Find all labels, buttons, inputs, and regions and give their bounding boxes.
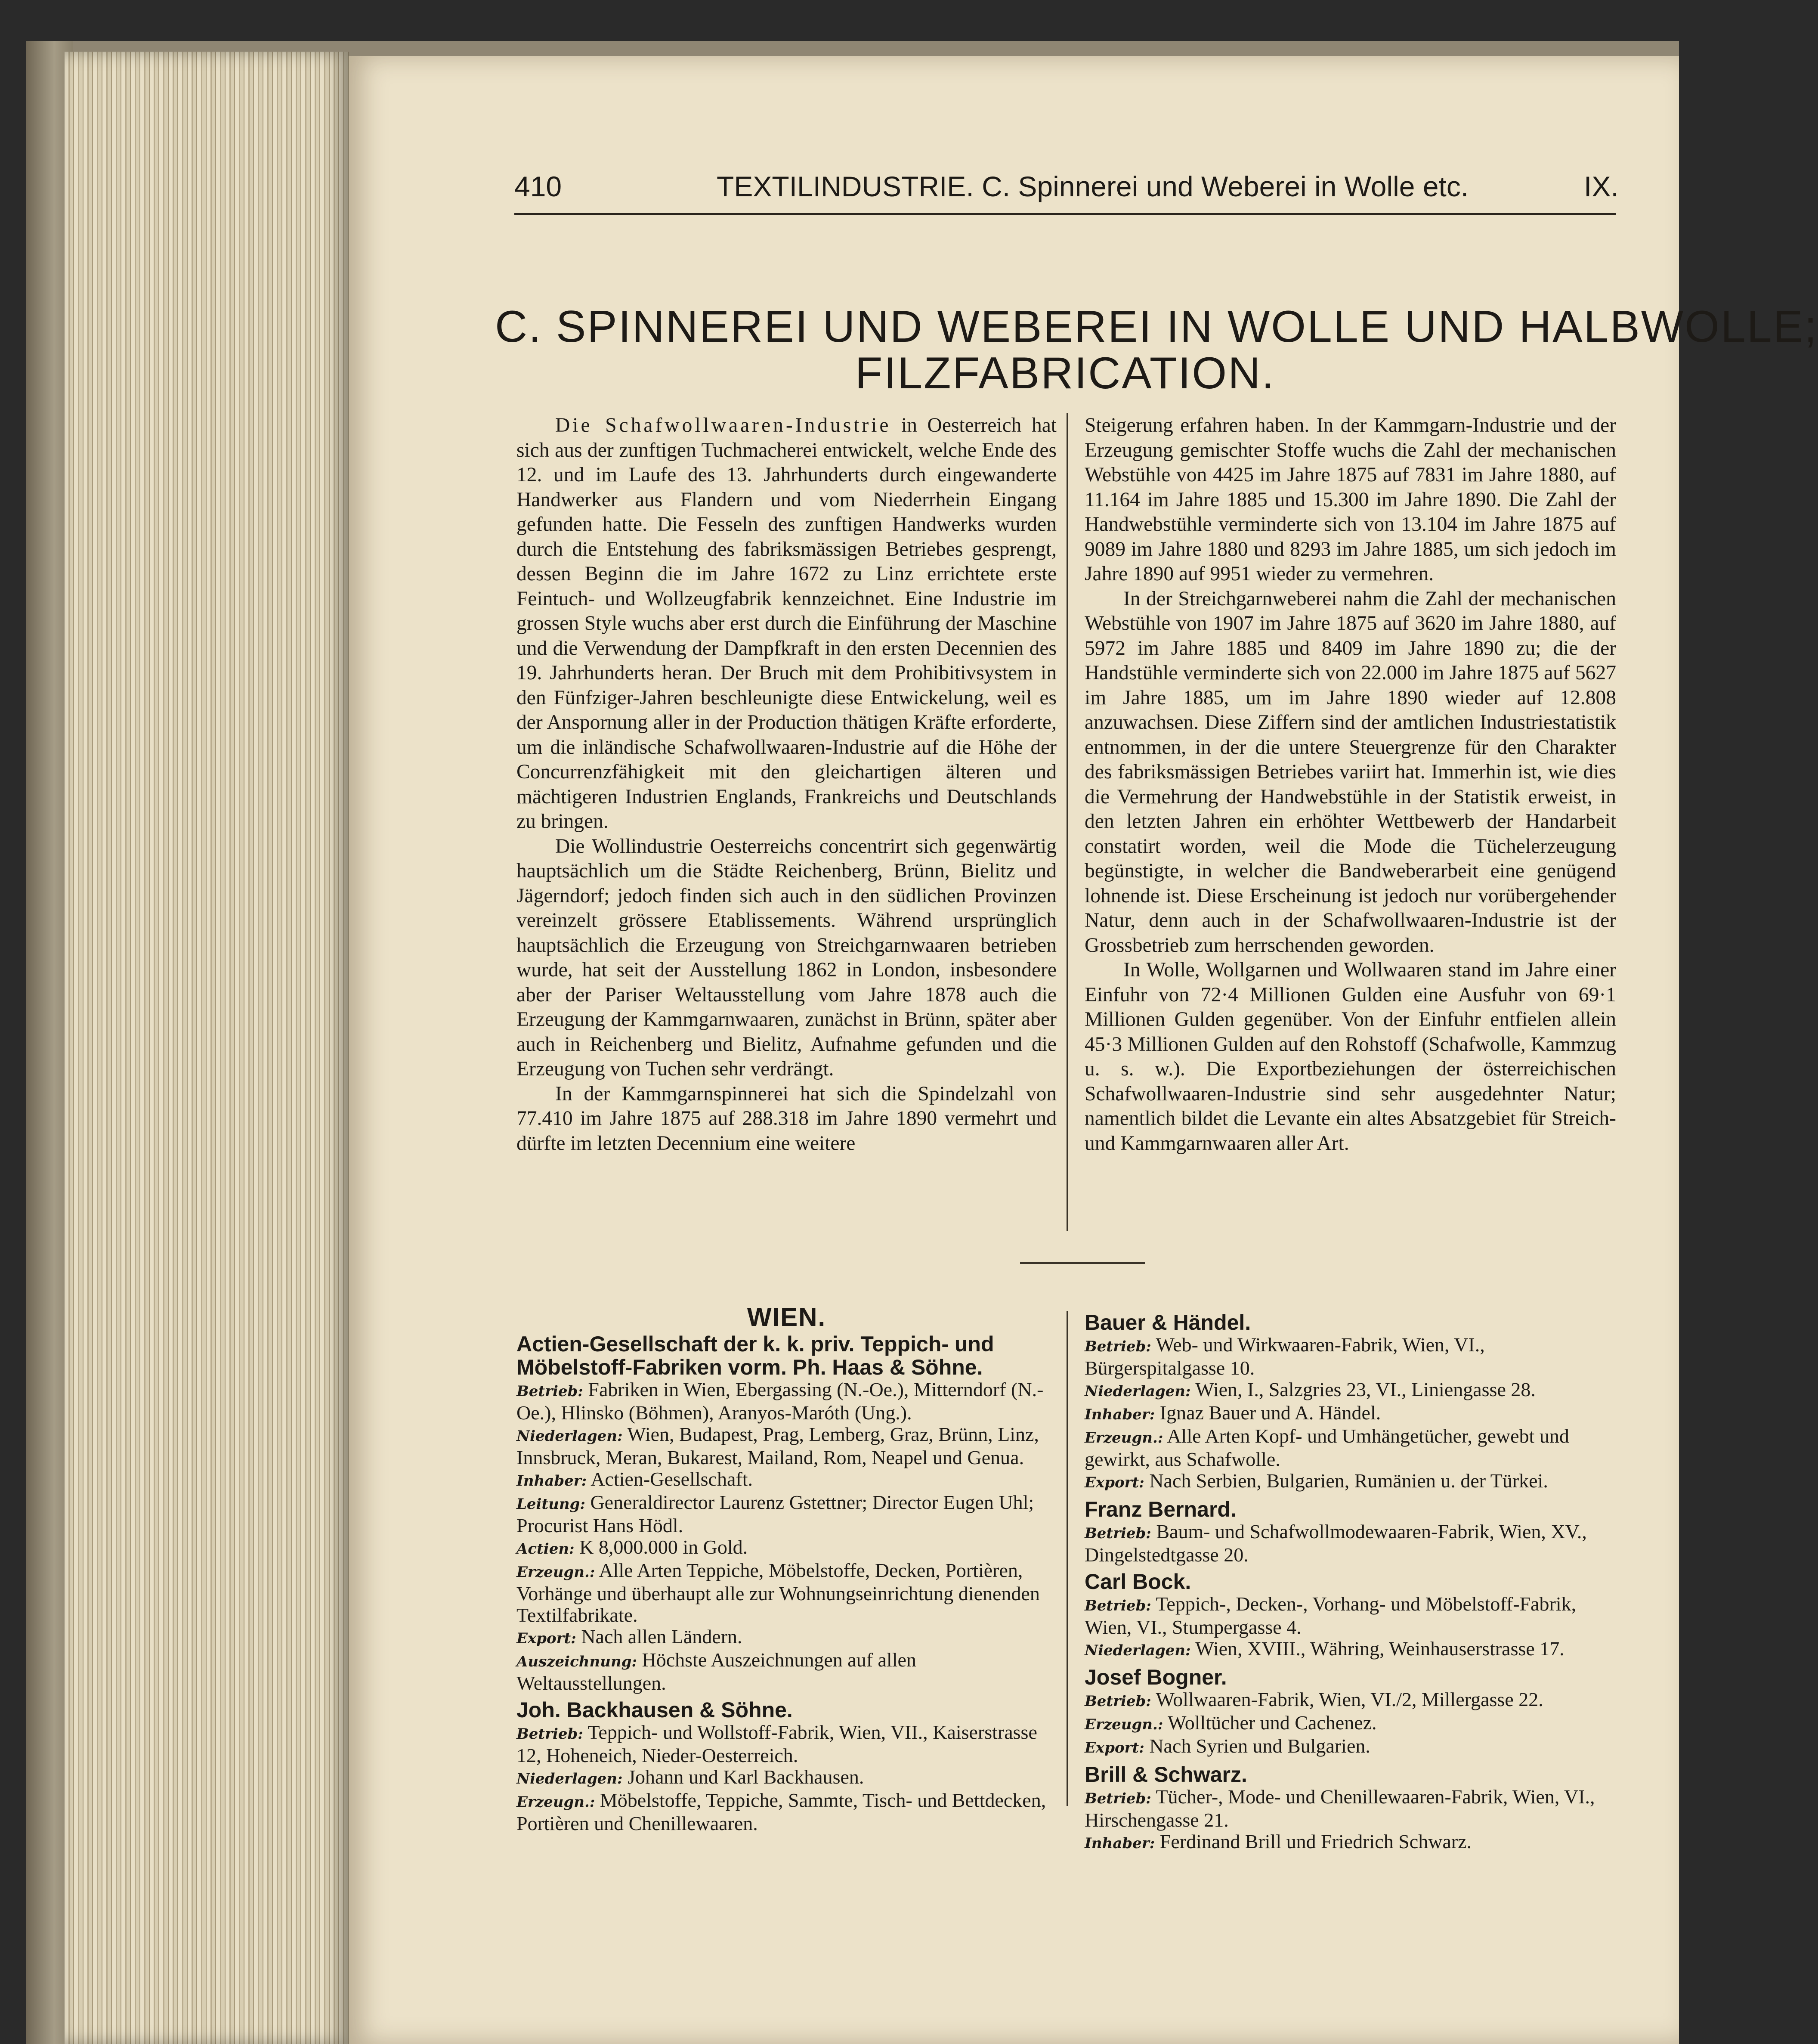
firm-entry: [516, 1626, 1057, 1649]
entry-text: Actien-Gesellschaft.: [587, 1468, 753, 1490]
entry-label: Export:: [1085, 1739, 1144, 1756]
entry-text: Wien, I., Salzgries 23, VI., Liniengasse 28.: [1190, 1378, 1536, 1400]
entry-text: Ignaz Bauer und A. Händel.: [1155, 1402, 1381, 1424]
entry-label: Erzeugn.:: [516, 1564, 595, 1581]
entry-label: Erzeugn.:: [516, 1793, 595, 1811]
entry-text: Baum- und Schafwollmodewaaren-Fabrik, Wien, XV., Dingelstedtgasse 20.: [1085, 1521, 1587, 1566]
section-separator-rule: [1020, 1262, 1145, 1264]
firm-entry: [1085, 1689, 1616, 1712]
firm-entry: [1085, 1831, 1616, 1854]
entry-text: Wien, Budapest, Prag, Lemberg, Graz, Brünn, Linz, Innsbruck, Meran, Bukarest, Mailand, Rom, Neapel und Genua.: [516, 1423, 1039, 1468]
entry-text: Nach Serbien, Bulgarien, Rumänien u. der Türkei.: [1144, 1470, 1548, 1492]
firm-entry: [516, 1536, 1057, 1560]
entry-label: Niederlagen:: [516, 1428, 623, 1445]
entry-label: Inhaber:: [1085, 1406, 1155, 1423]
body-paragraph: [516, 834, 1057, 1082]
firm-entry: [1085, 1638, 1616, 1661]
entry-label: Export:: [1085, 1474, 1144, 1491]
firm-entry: [1085, 1786, 1616, 1831]
firm-entry: [1085, 1334, 1616, 1379]
firm-entry: [516, 1560, 1057, 1626]
column-divider-top: [1067, 413, 1068, 1231]
paragraph-text: in Oesterreich hat sich aus der zunftigen Tuchmacherei entwickelt, welche Ende des 12. und im Laufe des 13. Jahrhunderts durch eingewanderte Handwerker aus Flandern und vom Niederrhein Eingang gefunden hatte. Die Fesseln des zunftigen Handwerks wurden durch die Entstehung des fabriksmässigen Betriebes gesprengt, dessen Beginn die im Jahre 1672 zu Linz errichtete erste Feintuch- und Wollzeugfabrik kennzeichnet. Eine Industrie im grossen Style wuchs aber erst durch die Einführung der Maschine und die Verwendung der Dampfkraft in den ersten Decennien des 19. Jahrhunderts heran. Der Bruch mit dem Prohibitivsystem in den Fünfziger-Jahren beschleunigte diese Entwickelung, weil es der Anspornung aller in der Production thätigen Kräfte erforderte, um die inländische Schafwollwaaren-Industrie auf die Höhe der Concurrenzfähigkeit mit den gleichartigen älteren und mächtigeren Industrien Englands, Frankreichs und Deutschlands zu bringen.: [516, 414, 1057, 833]
entry-text: Teppich- und Wollstoff-Fabrik, Wien, VII., Kaiserstrasse 12, Hoheneich, Nieder-Oesterreich.: [516, 1721, 1037, 1766]
column-divider-bottom: [1067, 1311, 1068, 1806]
firm-entry: [516, 1379, 1057, 1424]
paragraph-text: Die Wollindustrie Oesterreichs concentrirt sich gegenwärtig hauptsächlich um die Städte Reichenberg, Brünn, Bielitz und Jägerndorf; jedoch finden sich auch in den südlichen Provinzen vereinzelt grössere Etablissements. Während ursprünglich hauptsächlich die Erzeugung von Streichgarnwaaren betrieben wurde, hat seit der Ausstellung 1862 in London, insbesondere aber der Pariser Weltausstellung vom Jahre 1878 auch die Erzeugung der Kammgarnwaaren, zunächst in Brünn, später aber auch in Reichenberg und Bielitz, Aufnahme gefunden und die Erzeugung von Tuchen sehr verdrängt.: [516, 835, 1057, 1080]
firm-entry: [1085, 1425, 1616, 1470]
entry-text: Alle Arten Kopf- und Umhängetücher, gewebt und gewirkt, aus Schafwolle.: [1085, 1425, 1569, 1470]
firm-name: Bauer & Händel.: [1085, 1310, 1251, 1335]
entry-label: Inhaber:: [1085, 1835, 1155, 1852]
firm-entry: [516, 1766, 1057, 1790]
directory-column-left: [516, 1303, 1057, 1834]
chapter-title-line-1: C. SPINNEREI UND WEBEREI IN WOLLE UND HALBWOLLE;: [495, 302, 1818, 352]
entry-label: Betrieb:: [1085, 1790, 1151, 1807]
entry-label: Betrieb:: [516, 1383, 583, 1400]
entry-label: Inhaber:: [516, 1472, 587, 1490]
body-paragraph: [516, 413, 1057, 834]
entry-label: Leitung:: [516, 1496, 585, 1513]
body-paragraph: [516, 1082, 1057, 1156]
firm-entry: [1085, 1712, 1616, 1735]
firm-entry: [1085, 1521, 1616, 1566]
firm-entry: [516, 1790, 1057, 1834]
text-column-right: [1085, 413, 1616, 1156]
entry-text: Generaldirector Laurenz Gstettner; Director Eugen Uhl; Procurist Hans Hödl.: [516, 1491, 1034, 1536]
firm-entry: [1085, 1470, 1616, 1493]
entry-label: Betrieb:: [516, 1725, 583, 1743]
firm-name: Carl Bock.: [1085, 1570, 1191, 1594]
firm-entry: [1085, 1735, 1616, 1759]
running-title: TEXTILINDUSTRIE. C. Spinnerei und Weberei in Wolle etc.: [717, 170, 1469, 202]
firm-entry: [1085, 1593, 1616, 1638]
firm-name: Brill & Schwarz.: [1085, 1762, 1247, 1787]
book-page-edges: [65, 52, 349, 2044]
paragraph-text: In Wolle, Wollgarnen und Wollwaaren stand im Jahre einer Einfuhr von 72·4 Millionen Gulden eine Ausfuhr von 69·1 Millionen Gulden gegenüber. Von der Einfuhr entfielen allein 45·3 Millionen Gulden auf den Rohstoff (Schafwolle, Kammzug u. s. w.). Die Exportbeziehungen der österreichischen Schafwollwaaren-Industrie sind sehr ausgedehnter Natur; namentlich bildet die Levante ein altes Absatzgebiet für Streich- und Kammgarnwaaren aller Art.: [1085, 959, 1616, 1155]
entry-text: Möbelstoffe, Teppiche, Sammte, Tisch- und Bettdecken, Portièren und Chenillewaaren.: [516, 1789, 1046, 1834]
entry-label: Niederlagen:: [516, 1770, 623, 1787]
section-number: IX.: [1584, 170, 1619, 202]
entry-text: Johann und Karl Backhausen.: [622, 1766, 864, 1788]
entry-text: Web- und Wirkwaaren-Fabrik, Wien, VI., Bürgerspitalgasse 10.: [1085, 1334, 1485, 1379]
entry-label: Actien:: [516, 1540, 575, 1558]
entry-label: Betrieb:: [1085, 1693, 1151, 1710]
entry-label: Betrieb:: [1085, 1597, 1151, 1614]
directory-column-right: [1085, 1307, 1616, 1854]
entry-label: Betrieb:: [1085, 1338, 1151, 1355]
entry-label: Export:: [516, 1630, 576, 1647]
firm-entry: [516, 1492, 1057, 1536]
entry-text: Nach allen Ländern.: [576, 1626, 742, 1648]
entry-text: Teppich-, Decken-, Vorhang- und Möbelstoff-Fabrik, Wien, VI., Stumpergasse 4.: [1085, 1593, 1577, 1638]
body-paragraph: [1085, 413, 1616, 587]
body-paragraph: [1085, 587, 1616, 958]
firm-entry: [1085, 1402, 1616, 1425]
header-rule: [514, 213, 1616, 215]
firm-name: Actien-Gesellschaft der k. k. priv. Teppich- und Möbelstoff-Fabriken vorm. Ph. Haas & Söhne.: [516, 1332, 994, 1379]
paragraph-text: In der Streichgarnweberei nahm die Zahl der mechanischen Webstühle von 1907 im Jahre 1875 auf 3620 im Jahre 1880, auf 5972 im Jahre 1885 und 8409 im Jahre 1890 zu; die der Handstühle verminderte sich von 22.000 im Jahre 1875 auf 5627 im Jahre 1885, um im Jahre 1890 wieder auf 12.808 anzuwachsen. Diese Ziffern sind der amtlichen Industriestatistik entnommen, in der die untere Steuergrenze für den Charakter des fabriksmässigen Betriebes variirt hat. Immerhin ist, wie dies die Vermehrung der Handwebstühle in der Statistik erweist, in den letzten Jahren ein erhöhter Wettbewerb der Handarbeit constatirt worden, weil die Mode die Tüchelerzeugung begünstigte, in welcher die Bandweberarbeit eine genügend lohnende ist. Diese Erscheinung ist jedoch nur vorübergehender Natur, denn auch in der Schafwollwaaren-Industrie ist der Grossbetrieb zum herrschenden geworden.: [1085, 587, 1616, 957]
paragraph-text: Steigerung erfahren haben. In der Kammgarn-Industrie und der Erzeugung gemischter Stoffe wuchs die Zahl der mechanischen Webstühle von 4425 im Jahre 1875 auf 7831 im Jahre 1880, auf 11.164 im Jahre 1885 und 15.300 im Jahre 1890. Die Zahl der Handwebstühle verminderte sich von 13.104 im Jahre 1875 auf 9089 im Jahre 1880 und 8293 im Jahre 1885, um sich jedoch im Jahre 1890 auf 9951 wieder zu vermehren.: [1085, 414, 1616, 585]
directory-city-heading: WIEN.: [747, 1303, 826, 1332]
entry-text: K 8,000.000 in Gold.: [574, 1536, 748, 1558]
entry-text: Alle Arten Teppiche, Möbelstoffe, Decken, Portièren, Vorhänge und überhaupt alle zur Wohnungseinrichtung dienenden Textilfabrikate.: [516, 1559, 1040, 1626]
firm-entry: [516, 1424, 1057, 1468]
firm-entry: [516, 1649, 1057, 1694]
paragraph-text: In der Kammgarnspinnerei hat sich die Spindelzahl von 77.410 im Jahre 1875 auf 288.318 im Jahre 1890 vermehrt und dürfte im letzten Decennium eine weitere: [516, 1082, 1057, 1155]
firm-entry: [516, 1722, 1057, 1766]
entry-text: Wolltücher und Cachenez.: [1163, 1712, 1377, 1734]
firm-name: Joh. Backhausen & Söhne.: [516, 1698, 793, 1722]
firm-name: Franz Bernard.: [1085, 1497, 1237, 1521]
firm-entry: [1085, 1379, 1616, 1402]
chapter-title-line-2: FILZFABRICATION.: [855, 348, 1276, 398]
entry-label: Erzeugn.:: [1085, 1429, 1163, 1446]
entry-text: Ferdinand Brill und Friedrich Schwarz.: [1155, 1830, 1472, 1852]
entry-label: Niederlagen:: [1085, 1383, 1191, 1400]
firm-name: Josef Bogner.: [1085, 1665, 1227, 1689]
entry-text: Höchste Auszeichnungen auf allen Weltausstellungen.: [516, 1649, 916, 1694]
entry-text: Wien, XVIII., Währing, Weinhauserstrasse 17.: [1190, 1638, 1564, 1660]
entry-text: Wollwaaren-Fabrik, Wien, VI./2, Millergasse 22.: [1151, 1688, 1543, 1710]
entry-text: Nach Syrien und Bulgarien.: [1144, 1735, 1370, 1757]
page-number: 410: [514, 170, 562, 202]
entry-text: Tücher-, Mode- und Chenillewaaren-Fabrik, Wien, VI., Hirschengasse 21.: [1085, 1786, 1595, 1831]
entry-label: Auszeichnung:: [516, 1653, 637, 1670]
entry-text: Fabriken in Wien, Ebergassing (N.-Oe.), Mitterndorf (N.-Oe.), Hlinsko (Böhmen), Aranyos-Maróth (Ung.).: [516, 1378, 1044, 1424]
text-column-left: [516, 413, 1057, 1156]
firm-entry: [516, 1468, 1057, 1492]
entry-label: Niederlagen:: [1085, 1642, 1191, 1659]
entry-label: Erzeugn.:: [1085, 1716, 1163, 1733]
paragraph-lead-spaced: Die Schafwollwaaren-Industrie: [555, 414, 891, 437]
body-paragraph: [1085, 958, 1616, 1156]
entry-label: Betrieb:: [1085, 1525, 1151, 1542]
